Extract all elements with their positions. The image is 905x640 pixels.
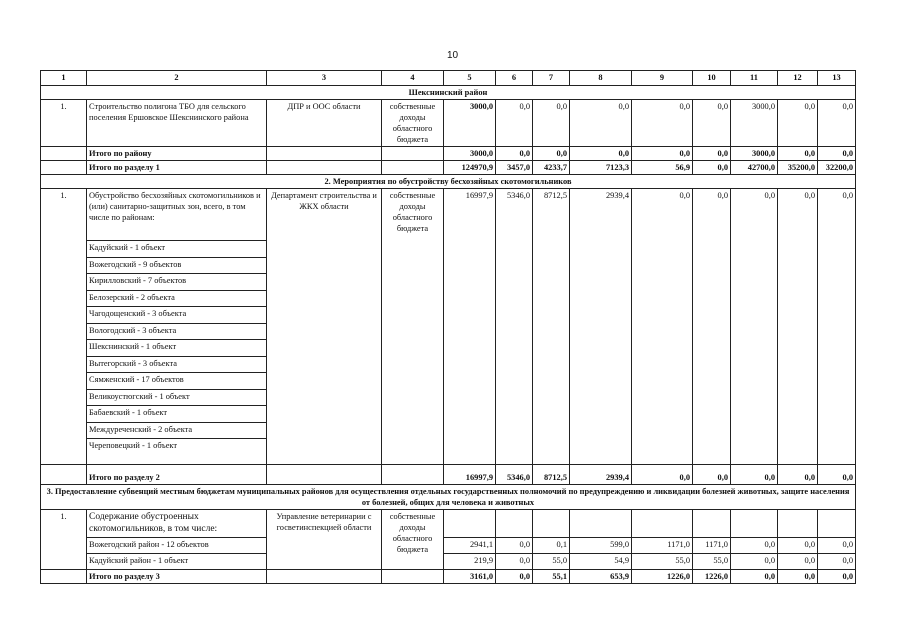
value-cell: 0,0 [632, 147, 693, 161]
value-cell: 55,0 [632, 554, 693, 570]
value-cell: 7123,3 [570, 161, 632, 175]
table-row [41, 510, 856, 538]
table-cell [267, 465, 382, 485]
value-cell: 3000,0 [731, 147, 778, 161]
value-cell: 0,0 [818, 554, 856, 570]
column-header: 7 [533, 71, 570, 86]
column-header: 5 [444, 71, 496, 86]
value-cell: 5346,0 [496, 189, 533, 465]
district-name: Междуреченский - 2 объекта [87, 422, 267, 439]
total-label: Итого по разделу 2 [87, 465, 267, 485]
executor: Департамент строительства и ЖКХ области [267, 189, 382, 465]
value-cell: 3000,0 [731, 100, 778, 147]
district-name: Вытегорский - 3 объекта [87, 356, 267, 373]
value-cell: 35200,0 [778, 161, 818, 175]
value-cell: 0,0 [496, 570, 533, 584]
value-cell: 1226,0 [632, 570, 693, 584]
district-name: Сямженский - 17 объектов [87, 373, 267, 390]
column-header: 6 [496, 71, 533, 86]
value-cell: 0,0 [818, 100, 856, 147]
item-name: Обустройство бесхозяйных скотомогильников и (или) санитарно-защитных зон, всего, в том числе по районам: [87, 189, 267, 241]
table-row [41, 189, 856, 241]
page-number: 10 [446, 50, 459, 61]
district-name: Великоустюгский - 1 объект [87, 389, 267, 406]
value-cell: 3161,0 [444, 570, 496, 584]
value-cell: 124970,9 [444, 161, 496, 175]
section-heading: 2. Мероприятия по обустройству бесхозяйных скотомогильников [41, 175, 856, 189]
value-cell: 0,0 [533, 147, 570, 161]
district-name: Вологодский - 3 объекта [87, 323, 267, 340]
table-cell [267, 570, 382, 584]
value-cell [444, 510, 496, 538]
value-cell: 0,0 [778, 189, 818, 465]
column-header: 12 [778, 71, 818, 86]
table-cell [382, 465, 444, 485]
table-cell [41, 570, 87, 584]
item-name: Строительство полигона ТБО для сельского поселения Ершовское Шекснинского района [87, 100, 267, 147]
district-name: Череповецкий - 1 объект [87, 439, 267, 465]
value-cell: 2939,4 [570, 189, 632, 465]
item-name: Содержание обустроенных скотомогильников, в том числе: [87, 510, 267, 538]
value-cell: 16997,9 [444, 465, 496, 485]
value-cell [570, 510, 632, 538]
district-row [41, 554, 856, 570]
table-cell [267, 147, 382, 161]
value-cell: 0,0 [731, 189, 778, 465]
value-cell: 0,0 [818, 538, 856, 554]
district-name: Бабаевский - 1 объект [87, 406, 267, 423]
value-cell [632, 510, 693, 538]
value-cell: 1226,0 [693, 570, 731, 584]
value-cell: 0,0 [818, 147, 856, 161]
value-cell [731, 510, 778, 538]
total-label: Итого по разделу 1 [87, 161, 267, 175]
executor: Управление ветеринарии с госветинспекцией области [267, 510, 382, 570]
district-name: Вожегодский - 9 объектов [87, 257, 267, 274]
value-cell: 653,9 [570, 570, 632, 584]
value-cell: 55,0 [693, 554, 731, 570]
funding-source: собственные доходы областного бюджета [382, 189, 444, 465]
value-cell: 2941,1 [444, 538, 496, 554]
table-cell [382, 161, 444, 175]
column-header: 11 [731, 71, 778, 86]
row-number: 1. [41, 189, 87, 465]
value-cell: 0,0 [818, 189, 856, 465]
value-cell: 0,0 [818, 465, 856, 485]
row-number: 1. [41, 510, 87, 570]
column-header: 4 [382, 71, 444, 86]
value-cell: 2939,4 [570, 465, 632, 485]
district-name: Кирилловский - 7 объектов [87, 274, 267, 291]
value-cell: 599,0 [570, 538, 632, 554]
table-cell [41, 465, 87, 485]
value-cell: 0,0 [570, 100, 632, 147]
value-cell: 0,0 [778, 538, 818, 554]
value-cell: 0,0 [496, 538, 533, 554]
value-cell: 1171,0 [693, 538, 731, 554]
value-cell [818, 510, 856, 538]
table-cell [41, 147, 87, 161]
value-cell: 42700,0 [731, 161, 778, 175]
value-cell: 0,0 [778, 570, 818, 584]
value-cell: 3000,0 [444, 147, 496, 161]
value-cell: 3457,0 [496, 161, 533, 175]
column-header: 1 [41, 71, 87, 86]
column-header: 2 [87, 71, 267, 86]
value-cell: 0,0 [731, 570, 778, 584]
value-cell: 0,0 [778, 465, 818, 485]
header-row [41, 71, 856, 86]
value-cell: 1171,0 [632, 538, 693, 554]
value-cell: 0,0 [693, 147, 731, 161]
total-row [41, 465, 856, 485]
section-heading: 3. Предоставление субвенций местным бюджетам муниципальных районов для осуществления отдельных государственных полномочий по предупреждению и ликвидации болезней животных, защите населения от болезней, общих для человека и животных [41, 485, 856, 510]
funding-source: собственные доходы областного бюджета [382, 510, 444, 570]
section-heading-row [41, 485, 856, 510]
value-cell: 0,0 [778, 100, 818, 147]
value-cell: 0,0 [533, 100, 570, 147]
table-cell [41, 161, 87, 175]
value-cell: 0,0 [693, 189, 731, 465]
value-cell [533, 510, 570, 538]
district-heading-row [41, 86, 856, 100]
value-cell: 55,0 [533, 554, 570, 570]
column-header: 13 [818, 71, 856, 86]
value-cell: 8712,5 [533, 465, 570, 485]
total-row [41, 570, 856, 584]
value-cell: 0,0 [731, 538, 778, 554]
value-cell: 0,0 [496, 147, 533, 161]
column-header: 9 [632, 71, 693, 86]
budget-table [40, 70, 856, 584]
value-cell: 16997,9 [444, 189, 496, 465]
district-heading: Шекснинский район [41, 86, 856, 100]
total-label: Итого по району [87, 147, 267, 161]
value-cell [496, 510, 533, 538]
value-cell [778, 510, 818, 538]
value-cell: 54,9 [570, 554, 632, 570]
value-cell: 0,0 [778, 147, 818, 161]
value-cell: 0,0 [570, 147, 632, 161]
value-cell: 55,1 [533, 570, 570, 584]
value-cell [693, 510, 731, 538]
district-name: Вожегодский район - 12 объектов [87, 538, 267, 554]
column-header: 8 [570, 71, 632, 86]
district-name: Кадуйский район - 1 объект [87, 554, 267, 570]
executor: ДПР и ООС области [267, 100, 382, 147]
value-cell: 0,0 [632, 100, 693, 147]
value-cell: 0,0 [778, 554, 818, 570]
column-header: 3 [267, 71, 382, 86]
value-cell: 5346,0 [496, 465, 533, 485]
value-cell: 32200,0 [818, 161, 856, 175]
total-label: Итого по разделу 3 [87, 570, 267, 584]
row-number: 1. [41, 100, 87, 147]
value-cell: 0,0 [693, 100, 731, 147]
value-cell: 0,0 [632, 189, 693, 465]
section-heading-row [41, 175, 856, 189]
value-cell: 8712,5 [533, 189, 570, 465]
district-row [41, 538, 856, 554]
value-cell: 0,0 [731, 554, 778, 570]
district-name: Шекснинский - 1 объект [87, 340, 267, 357]
district-name: Кадуйский - 1 объект [87, 241, 267, 258]
value-cell: 0,0 [496, 100, 533, 147]
value-cell: 0,0 [693, 465, 731, 485]
value-cell: 56,9 [632, 161, 693, 175]
column-header: 10 [693, 71, 731, 86]
value-cell: 0,0 [496, 554, 533, 570]
district-name: Чагодощенский - 3 объекта [87, 307, 267, 324]
total-row [41, 147, 856, 161]
value-cell: 0,0 [818, 570, 856, 584]
value-cell: 0,1 [533, 538, 570, 554]
table-cell [382, 570, 444, 584]
funding-source: собственные доходы областного бюджета [382, 100, 444, 147]
value-cell: 0,0 [693, 161, 731, 175]
district-name: Белозерский - 2 объекта [87, 290, 267, 307]
value-cell: 0,0 [731, 465, 778, 485]
table-row [41, 100, 856, 147]
value-cell: 0,0 [632, 465, 693, 485]
total-row [41, 161, 856, 175]
value-cell: 3000,0 [444, 100, 496, 147]
value-cell: 4233,7 [533, 161, 570, 175]
value-cell: 219,9 [444, 554, 496, 570]
table-cell [382, 147, 444, 161]
table-cell [267, 161, 382, 175]
